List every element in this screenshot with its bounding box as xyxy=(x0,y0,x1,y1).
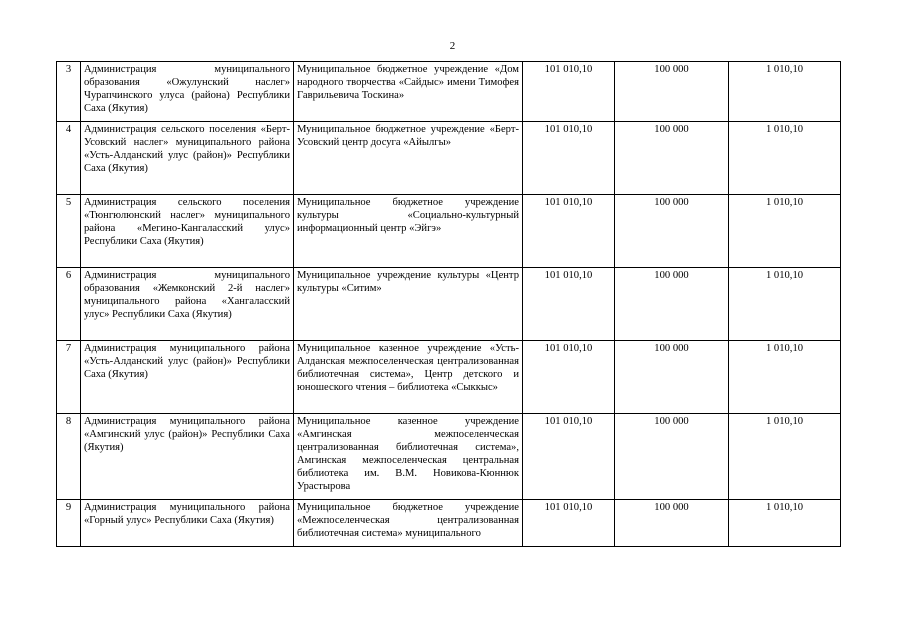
amount-local-cell: 1 010,10 xyxy=(729,195,841,268)
amount-federal-cell: 100 000 xyxy=(615,268,729,341)
amount-federal-cell: 100 000 xyxy=(615,500,729,547)
table-row xyxy=(57,341,841,414)
institution-cell: Муниципальное бюджетное учреждение культуры «Социально-культурный информационный центр «Эйгэ» xyxy=(294,195,523,268)
institution-cell: Муниципальное казенное учреждение «Амгинская межпоселенческая централизованная библиотечная система», Амгинская межпоселенческая центральная библиотека им. В.М. Новикова-Кюннюк Урастырова xyxy=(294,414,523,500)
table-row xyxy=(57,268,841,341)
amount-total-cell: 101 010,10 xyxy=(523,268,615,341)
institution-cell: Муниципальное бюджетное учреждение «Межпоселенческая централизованная библиотечная система» муниципального xyxy=(294,500,523,547)
amount-local-cell: 1 010,10 xyxy=(729,268,841,341)
amount-federal-cell: 100 000 xyxy=(615,341,729,414)
administration-cell: Администрация муниципального района «Усть-Алданский улус (район)» Республики Саха (Якутия) xyxy=(81,341,294,414)
row-number: 7 xyxy=(57,341,81,414)
administration-cell: Администрация муниципального образования «Ожулунский наслег» Чурапчинского улуса (района) Республики Саха (Якутия) xyxy=(81,62,294,122)
page-number: 2 xyxy=(449,40,456,52)
amount-federal-cell: 100 000 xyxy=(615,62,729,122)
amount-total-cell: 101 010,10 xyxy=(523,500,615,547)
institution-cell: Муниципальное бюджетное учреждение «Дом народного творчества «Сайдыс» имени Тимофея Гаврильевича Тоскина» xyxy=(294,62,523,122)
amount-total-cell: 101 010,10 xyxy=(523,62,615,122)
row-number: 5 xyxy=(57,195,81,268)
administration-cell: Администрация сельского поселения «Тюнгюлюнский наслег» муниципального района «Мегино-Кангаласский улус» Республики Саха (Якутия) xyxy=(81,195,294,268)
institution-cell: Муниципальное бюджетное учреждение «Берт-Усовский центр досуга «Айылгы» xyxy=(294,122,523,195)
administration-cell: Администрация муниципального района «Горный улус» Республики Саха (Якутия) xyxy=(81,500,294,547)
amount-federal-cell: 100 000 xyxy=(615,414,729,500)
amount-local-cell: 1 010,10 xyxy=(729,62,841,122)
amount-local-cell: 1 010,10 xyxy=(729,500,841,547)
administration-cell: Администрация муниципального образования «Жемконский 2-й наслег» муниципального района «Хангаласский улус» Республики Саха (Якутия) xyxy=(81,268,294,341)
amount-total-cell: 101 010,10 xyxy=(523,122,615,195)
row-number: 6 xyxy=(57,268,81,341)
table-row xyxy=(57,195,841,268)
row-number: 9 xyxy=(57,500,81,547)
table-row xyxy=(57,414,841,500)
table-row xyxy=(57,62,841,122)
amount-local-cell: 1 010,10 xyxy=(729,341,841,414)
institution-cell: Муниципальное учреждение культуры «Центр культуры «Ситим» xyxy=(294,268,523,341)
institution-cell: Муниципальное казенное учреждение «Усть-Алданская межпоселенческая централизованная библиотечная система», Центр детского и юношеского чтения – библиотека «Сыккыс» xyxy=(294,341,523,414)
row-number: 4 xyxy=(57,122,81,195)
amount-total-cell: 101 010,10 xyxy=(523,195,615,268)
amount-federal-cell: 100 000 xyxy=(615,195,729,268)
administration-cell: Администрация сельского поселения «Берт-Усовский наслег» муниципального района «Усть-Алданский улус (район)» Республики Саха (Якутия) xyxy=(81,122,294,195)
amount-local-cell: 1 010,10 xyxy=(729,414,841,500)
amount-total-cell: 101 010,10 xyxy=(523,341,615,414)
table-row xyxy=(57,122,841,195)
allocation-table xyxy=(56,61,841,547)
administration-cell: Администрация муниципального района «Амгинский улус (район)» Республики Саха (Якутия) xyxy=(81,414,294,500)
amount-total-cell: 101 010,10 xyxy=(523,414,615,500)
amount-local-cell: 1 010,10 xyxy=(729,122,841,195)
table-row xyxy=(57,500,841,547)
amount-federal-cell: 100 000 xyxy=(615,122,729,195)
row-number: 8 xyxy=(57,414,81,500)
row-number: 3 xyxy=(57,62,81,122)
